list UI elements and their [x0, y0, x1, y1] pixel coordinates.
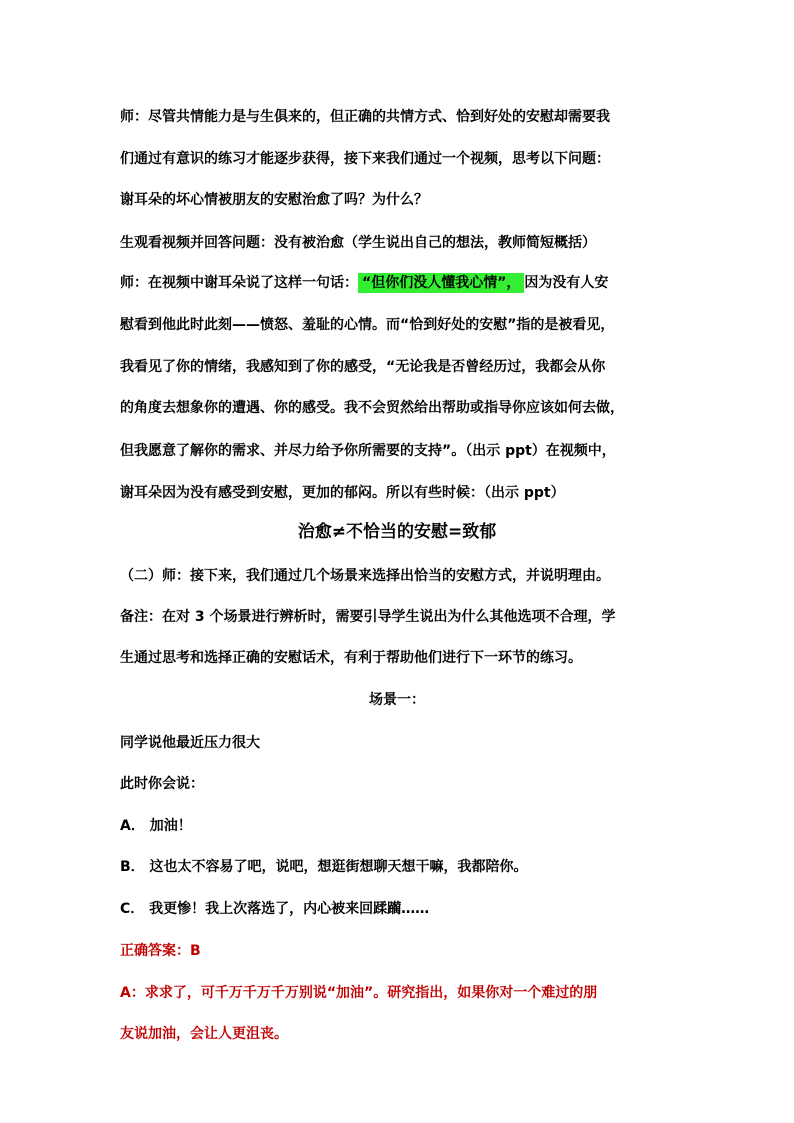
paragraph-line: 慰看到他此时此刻——愤怒、羞耻的心情。而“恰到好处的安慰”指的是被看见， — [120, 317, 615, 333]
student-answer: 生观看视频并回答问题：没有被治愈（学生说出自己的想法，教师简短概括） — [120, 235, 596, 251]
option-c: C． 我更惨！我上次落选了，内心被来回蹂躏…… — [120, 901, 430, 917]
quote-lead: 师：在视频中谢耳朵说了这样一句话： — [120, 275, 358, 291]
formula-heading: 治愈≠不恰当的安慰=致郁 — [297, 522, 497, 542]
paragraph-line: 我看见了你的情绪，我感知到了你的感受，“无论我是否曾经历过，我都会从你 — [120, 359, 606, 375]
paragraph-line: 们通过有意识的练习才能逐步获得，接下来我们通过一个视频，思考以下问题： — [120, 151, 610, 167]
paragraph-line: 谢耳朵因为没有感受到安慰，更加的郁闷。所以有些时候：（出示 ppt） — [120, 485, 565, 501]
option-b: B． 这也太不容易了吧，说吧，想逛街想聊天想干嘛，我都陪你。 — [120, 859, 528, 875]
paragraph-line: 但我愿意了解你的需求、并尽力给予你所需要的支持”。（出示 ppt）在视频中， — [120, 443, 616, 459]
paragraph-line: 师：尽管共情能力是与生俱来的，但正确的共情方式、恰到好处的安慰却需要我 — [120, 109, 610, 125]
scene-description: 同学说他最近压力很大 — [120, 735, 260, 751]
quote-tail: 因为没有人安 — [524, 275, 609, 291]
paragraph-line: 的角度去想象你的遭遇、你的感受。我不会贸然给出帮助或指导你应该如何去做， — [120, 400, 624, 416]
paragraph-line — [120, 273, 608, 293]
explanation-line: 友说加油，会让人更沮丧。 — [120, 1026, 288, 1042]
highlighted-quote: “但你们没人懂我心情”， — [358, 273, 524, 293]
option-a: A． 加油！ — [120, 818, 192, 834]
scene-prompt: 此时你会说： — [120, 776, 204, 792]
section-two-intro: （二）师：接下来，我们通过几个场景来选择出恰当的安慰方式，并说明理由。 — [120, 568, 610, 584]
note-line: 备注：在对 3 个场景进行辨析时，需要引导学生说出为什么其他选项不合理，学 — [120, 609, 616, 625]
correct-answer: 正确答案：B — [120, 943, 201, 959]
note-line: 生通过思考和选择正确的安慰话术，有利于帮助他们进行下一环节的练习。 — [120, 650, 582, 666]
scene-title: 场景一： — [369, 692, 425, 708]
paragraph-line: 谢耳朵的坏心情被朋友的安慰治愈了吗？为什么？ — [120, 192, 428, 208]
explanation-line: A：求求了，可千万千万千万别说“加油”。研究指出，如果你对一个难过的朋 — [120, 985, 598, 1001]
